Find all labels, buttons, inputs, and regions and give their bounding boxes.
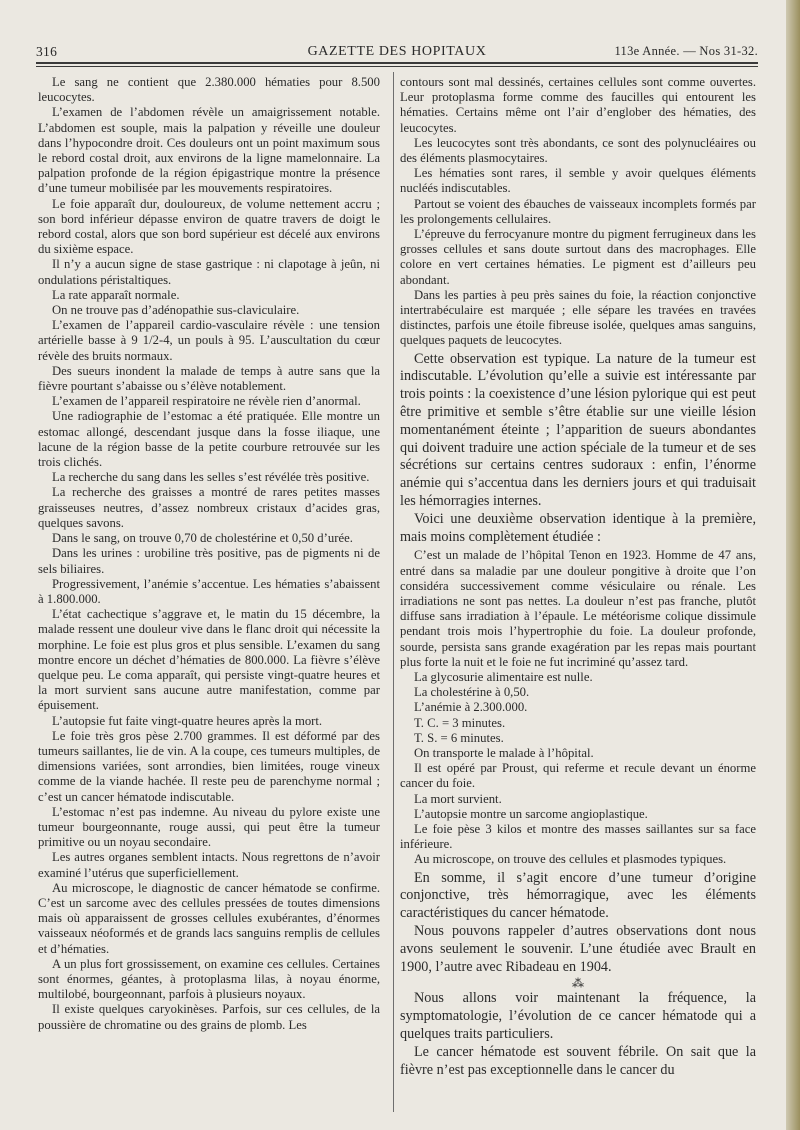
paragraph: Une radiographie de l’estomac a été pratiquée. Elle montre un estomac allongé, descendant jusque dans la fosse iliaque, une lacune de la région basse de la petite courbure retrouvée sur les trois clichés. <box>38 409 380 470</box>
paragraph: Les hématies sont rares, il semble y avoir quelques éléments nucléés indiscutables. <box>400 166 756 196</box>
paragraph: La recherche du sang dans les selles s’est révélée très positive. <box>52 470 370 485</box>
closing-paragraph: Nous allons voir maintenant la fréquence, la symptomatologie, l’évolution de ce cancer hématode qui a quelques traits particuliers. <box>400 990 756 1043</box>
closing-paragraph: Le cancer hématode est souvent fébrile. On sait que la fièvre n’est pas exceptionnelle dans le cancer du <box>400 1043 756 1078</box>
paragraph: Dans les urines : urobiline très positive, pas de pigments ni de sels biliaires. <box>38 546 380 576</box>
observation-paragraph: La mort survient. <box>414 791 502 806</box>
observation-paragraph: L’anémie à 2.300.000. <box>414 700 528 715</box>
paragraph: Progressivement, l’anémie s’accentue. Les hématies s’abaissent à 1.800.000. <box>38 576 380 606</box>
page-edge <box>786 0 800 1130</box>
paragraph: L’examen de l’abdomen révèle un amaigrissement notable. L’abdomen est souple, mais la palpation y réveille une douleur dans l’hypocondre droit. Ces douleurs ont un point maximum sous le rebord costal droit, aux environs de la ligne mamelonnaire. La palpation profonde de la région épigastrique montre la présence d’une tumeur mobilisée par les mouvements respiratoires. <box>38 105 380 196</box>
paragraph: L’examen de l’appareil cardio-vasculaire révèle : une tension artérielle basse à 9 1/2-4, un pouls à 95. L’auscultation du cœur révèle des bruits normaux. <box>38 318 380 363</box>
right-column <box>400 75 756 1079</box>
header-rule-thin <box>36 66 758 67</box>
paragraph: Le foie très gros pèse 2.700 grammes. Il est déformé par des tumeurs saillantes, lie de vin. A la coupe, ces tumeurs multiples, de dimensions variées, sont arrondies, bien limitées, rouge vineux comme de la viande hachée. Il reste peu de parenchyme normal ; c’est un cancer hématode indiscutable. <box>38 728 380 804</box>
observation-paragraph: L’autopsie montre un sarcome angioplastique. <box>414 806 648 821</box>
observation-paragraph: La cholestérine à 0,50. <box>414 685 530 700</box>
observation-paragraph: La glycosurie alimentaire est nulle. <box>414 670 593 685</box>
commentary-paragraph: Cette observation est typique. La nature de la tumeur est indiscutable. L’évolution qu’elle a suivie est intéressante par trois points : la coexistence d’une lésion pylorique qui est peut être primitive et semble s’être établie sur une vieille lésion momentanément éteinte ; l’apparition de sueurs abondantes qui doivent traduire une action spéciale de la tumeur et de ses sécrétions sur certains centres sudoraux : enfin, l’énorme anémie qui s’accentua dans les derniers jours et qui traduisait les hémorragies internes. <box>400 350 756 510</box>
paragraph: L’épreuve du ferrocyanure montre du pigment ferrugineux dans les grosses cellules et sans doute surtout dans des macrophages. Elle colore en vert certaines hématies. Le pigment est d’ailleurs peu abondant. <box>400 227 756 287</box>
paragraph: Il existe quelques caryokinèses. Parfois, sur ces cellules, de la poussière de chromatine ou des grains de plomb. Les <box>38 1002 380 1032</box>
page-header <box>36 44 758 64</box>
paragraph: Le sang ne contient que 2.380.000 hématies pour 8.500 leucocytes. <box>38 75 380 105</box>
left-column <box>38 75 380 1033</box>
paragraph: L’état cachectique s’aggrave et, le matin du 15 décembre, la malade ressent une douleur vive dans le flanc droit qui nécessite la morphine. Le foie est plus gros et plus sensible. L’examen du sang montre encore un déchet d’hématies de 800.000. La fièvre s’élève quelque peu. Le coma apparaît, qui persiste vingt-quatre heures et la mort survient sans aucune autre manifestation, comme par épuisement. <box>38 607 380 713</box>
header-rule-thick <box>36 62 758 64</box>
observation-paragraph: T. C. = 3 minutes. <box>414 715 506 730</box>
paragraph: Dans les parties à peu près saines du foie, la réaction conjonctive intertrabéculaire est marquée ; elle sépare les travées en travées distinctes, parfois une étoile fibreuse isolée, quelques amas sanguins, quelques paquets de leucocytes. <box>400 287 756 348</box>
paragraph: L’autopsie fut faite vingt-quatre heures après la mort. <box>52 713 323 728</box>
paragraph: Le foie apparaît dur, douloureux, de volume nettement accru ; son bord inférieur dépasse environ de quatre travers de doigt le rebord costal, alors que son bord supérieur est décelé aux environs du sixième espace. <box>38 196 380 257</box>
paragraph: Dans le sang, on trouve 0,70 de cholestérine et 0,50 d’urée. <box>52 531 353 546</box>
journal-title: GAZETTE DES HOPITAUX <box>307 44 487 59</box>
commentary-paragraph: Voici une deuxième observation identique à la première, mais moins complètement étudiée : <box>400 510 756 545</box>
paragraph: A un plus fort grossissement, on examine ces cellules. Certaines sont énormes, géantes, à protoplasma lilas, à noyau énorme, multilobé, bourgeonnant, parfois à plusieurs noyaux. <box>38 956 380 1002</box>
paragraph: Les leucocytes sont très abondants, ce sont des polynucléaires ou des éléments plasmocytaires. <box>400 135 756 166</box>
paragraph: La rate apparaît normale. <box>52 287 180 302</box>
observation-paragraph: Au microscope, on trouve des cellules et plasmodes typiques. <box>414 852 727 867</box>
paragraph: contours sont mal dessinés, certaines cellules sont comme ouvertes. Leur protoplasma forme comme des faucilles qui entourent les hématies. Certains même ont l’air d’englober des hématies, des leucocytes. <box>400 75 756 135</box>
paragraph: Partout se voient des ébauches de vaisseaux incomplets formés par les prolongements cellulaires. <box>400 196 756 226</box>
section-ornament: ⁂ <box>572 976 584 991</box>
paragraph: On ne trouve pas d’adénopathie sus-claviculaire. <box>52 303 300 318</box>
paragraph: Des sueurs inondent la malade de temps à autre sans que la fièvre pourtant s’abaisse ou s’élève notablement. <box>38 363 380 394</box>
paragraph: Au microscope, le diagnostic de cancer hématode se confirme. C’est un sarcome avec des cellules pressées de toutes dimensions mais où apparaissent de grosses cellules exubérantes, d’énormes vaisseaux néoformés et de grands lacs sanguins remplis de cellules et d’hématies. <box>38 880 380 956</box>
paragraph: Il n’y a aucun signe de stase gastrique : ni clapotage à jeûn, ni ondulations péristaltiques. <box>38 257 380 287</box>
column-divider <box>393 72 394 1112</box>
observation-paragraph: T. S. = 6 minutes. <box>414 730 504 745</box>
paragraph: L’examen de l’appareil respiratoire ne révèle rien d’anormal. <box>52 394 361 409</box>
summary-paragraph: Nous pouvons rappeler d’autres observations dont nous avons seulement le souvenir. L’une étudiée avec Brault en 1900, l’autre avec Ribadeau en 1904. <box>400 923 756 975</box>
observation-paragraph: Le foie pèse 3 kilos et montre des masses saillantes sur sa face inférieure. <box>400 822 756 852</box>
observation-paragraph: Il est opéré par Proust, qui referme et recule devant un énorme cancer du foie. <box>400 761 756 791</box>
page-number: 316 <box>36 44 58 59</box>
issue-info: 113e Année. — Nos 31-32. <box>614 44 758 58</box>
paragraph: Les autres organes semblent intacts. Nous regrettons de n’avoir examiné l’utérus que superficiellement. <box>38 850 380 880</box>
summary-paragraph: En somme, il s’agit encore d’une tumeur d’origine conjonctive, très hémorragique, avec les éléments caractéristiques du cancer hématode. <box>400 869 756 922</box>
observation-paragraph: On transporte le malade à l’hôpital. <box>414 746 594 761</box>
observation-paragraph: C’est un malade de l’hôpital Tenon en 1923. Homme de 47 ans, entré dans sa maladie par une douleur pongitive à droite que l’on considéra successivement comme vésiculaire ou rénale. Les irradiations ne sont pas nettes. La douleur n’est pas franche, plutôt diffuse sans irradiation à l’épaule. Le météorisme colique dissimule pendant trois mois l’hypertrophie du foie. La douleur profonde, sourde, persista sans grande exagération par les repas mais pourtant plus forte la nuit et le foie ne fut incriminé qu’assez tard. <box>400 548 756 669</box>
paragraph: La recherche des graisses a montré de rares petites masses graisseuses neutres, d’assez nombreux cristaux d’acides gras, quelques savons. <box>38 485 380 530</box>
paragraph: L’estomac n’est pas indemne. Au niveau du pylore existe une tumeur bourgeonnante, rouge aussi, qui peut être la tumeur primitive ou un noyau secondaire. <box>38 804 380 850</box>
